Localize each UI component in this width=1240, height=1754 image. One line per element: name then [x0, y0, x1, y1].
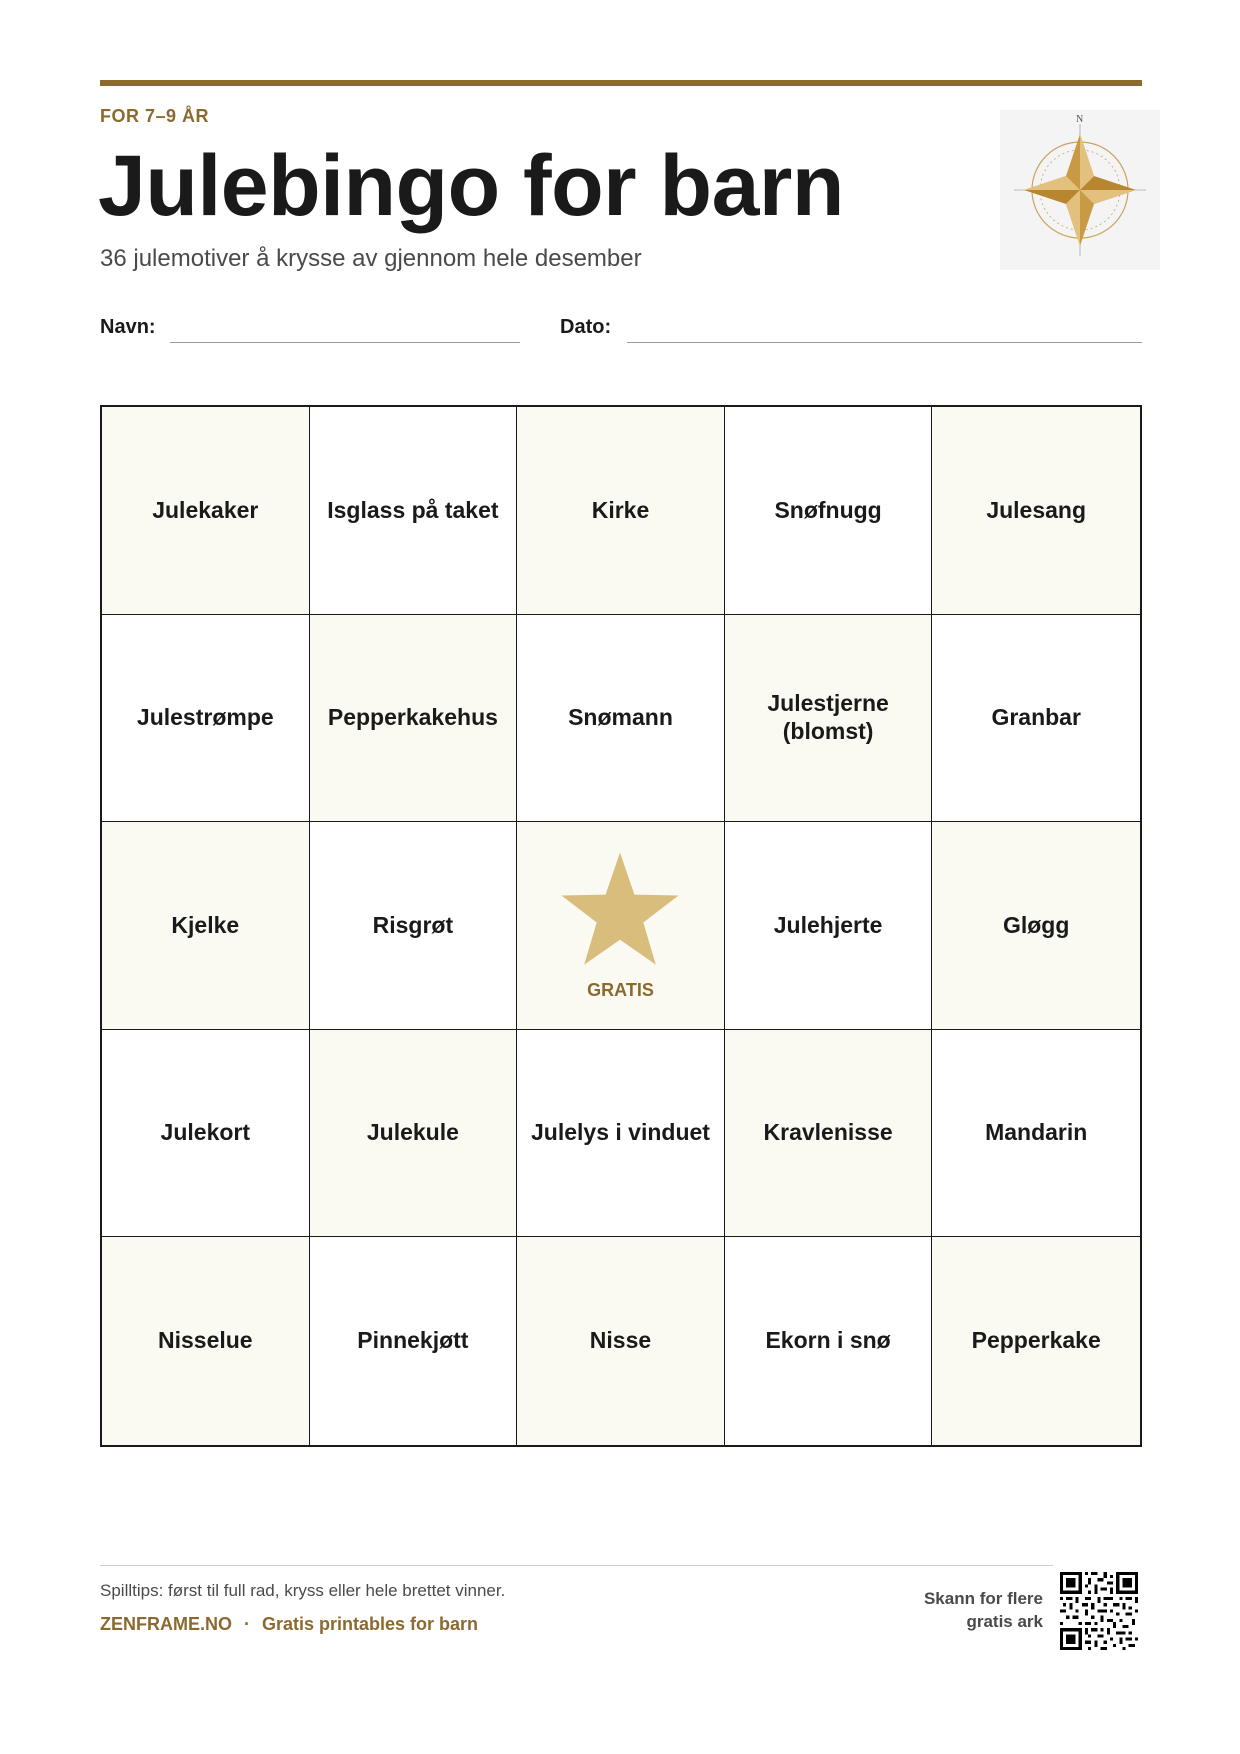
cell-label: Snømann	[568, 704, 673, 731]
bingo-cell[interactable]	[932, 1030, 1140, 1238]
bingo-cell[interactable]	[932, 407, 1140, 615]
bingo-cell[interactable]	[310, 822, 518, 1030]
cell-label: Mandarin	[985, 1119, 1088, 1146]
cell-label: Julekaker	[152, 496, 259, 523]
cell-label: Julestrømpe	[136, 704, 274, 731]
bingo-cell[interactable]	[102, 1030, 310, 1238]
bingo-cell[interactable]	[102, 822, 310, 1030]
qr-code-icon[interactable]	[1060, 1572, 1138, 1650]
svg-text:N: N	[1076, 114, 1084, 125]
cell-label: Gløgg	[1002, 911, 1070, 938]
bingo-cell[interactable]	[725, 407, 933, 615]
cell-label: Pepperkakehus	[327, 704, 498, 731]
date-label: Dato:	[560, 316, 612, 338]
bingo-cell[interactable]	[725, 1237, 933, 1445]
bingo-cell[interactable]	[102, 1237, 310, 1445]
bingo-cell[interactable]	[517, 1030, 725, 1238]
scan-caption	[924, 1588, 1043, 1634]
star-icon	[559, 850, 681, 966]
cell-label: Kravlenisse	[763, 1119, 893, 1146]
play-tip: Spilltips: først til full rad, kryss eller hele brettet vinner.	[100, 1581, 506, 1600]
page-subtitle: 36 julemotiver å krysse av gjennom hele desember	[100, 245, 642, 272]
bingo-cell[interactable]	[517, 407, 725, 615]
bingo-cell[interactable]	[725, 1030, 933, 1238]
bingo-cell[interactable]	[102, 615, 310, 823]
cell-label: Julestjerne (blomst)	[767, 690, 889, 744]
cell-label: Granbar	[991, 704, 1081, 731]
cell-label: Ekorn i snø	[765, 1327, 891, 1354]
bingo-board	[100, 405, 1142, 1447]
bingo-cell[interactable]	[932, 1237, 1140, 1445]
bingo-cell[interactable]	[310, 1237, 518, 1445]
name-line[interactable]	[170, 342, 520, 343]
bingo-cell[interactable]	[725, 615, 933, 823]
cell-label: Julesang	[986, 496, 1087, 523]
brand-name[interactable]: ZENFRAME.NO	[100, 1614, 232, 1634]
top-rule	[100, 80, 1142, 86]
cell-label: Risgrøt	[372, 911, 454, 938]
cell-label: Isglass på taket	[327, 496, 499, 523]
bingo-cell[interactable]	[310, 1030, 518, 1238]
cell-label: Julekort	[160, 1119, 251, 1146]
brand-separator: ·	[244, 1614, 250, 1634]
brand-tagline: Gratis printables for barn	[262, 1614, 479, 1634]
cell-label: Pepperkake	[971, 1327, 1101, 1354]
scan-line-1: Skann for flere	[923, 1589, 1043, 1608]
cell-label: Nisselue	[157, 1327, 253, 1354]
bingo-cell[interactable]	[932, 822, 1140, 1030]
free-cell[interactable]	[517, 822, 725, 1030]
age-label: FOR 7–9 ÅR	[100, 106, 210, 126]
bingo-cell[interactable]	[725, 822, 933, 1030]
cell-label: Nisse	[589, 1327, 652, 1354]
bingo-cell[interactable]	[310, 615, 518, 823]
name-label: Navn:	[100, 316, 156, 338]
footer-rule	[100, 1565, 1053, 1566]
cell-label: Julehjerte	[773, 911, 883, 938]
scan-line-2: gratis ark	[966, 1611, 1043, 1631]
cell-label: Kirke	[591, 496, 650, 523]
bingo-cell[interactable]	[517, 615, 725, 823]
cell-label: Snøfnugg	[774, 496, 882, 523]
cell-label: Pinnekjøtt	[357, 1327, 469, 1354]
free-label: GRATIS	[587, 979, 654, 1000]
date-line[interactable]	[627, 342, 1142, 343]
bingo-cell[interactable]	[102, 407, 310, 615]
brand-line	[100, 1614, 478, 1635]
bingo-cell[interactable]	[517, 1237, 725, 1445]
cell-label: Julelys i vinduet	[531, 1119, 710, 1146]
bingo-cell[interactable]	[310, 407, 518, 615]
cell-label: Kjelke	[171, 911, 240, 938]
cell-label: Julekule	[366, 1119, 459, 1146]
bingo-cell[interactable]	[932, 615, 1140, 823]
page-title: Julebingo for barn	[98, 138, 844, 234]
compass-rose-icon	[1000, 110, 1160, 270]
